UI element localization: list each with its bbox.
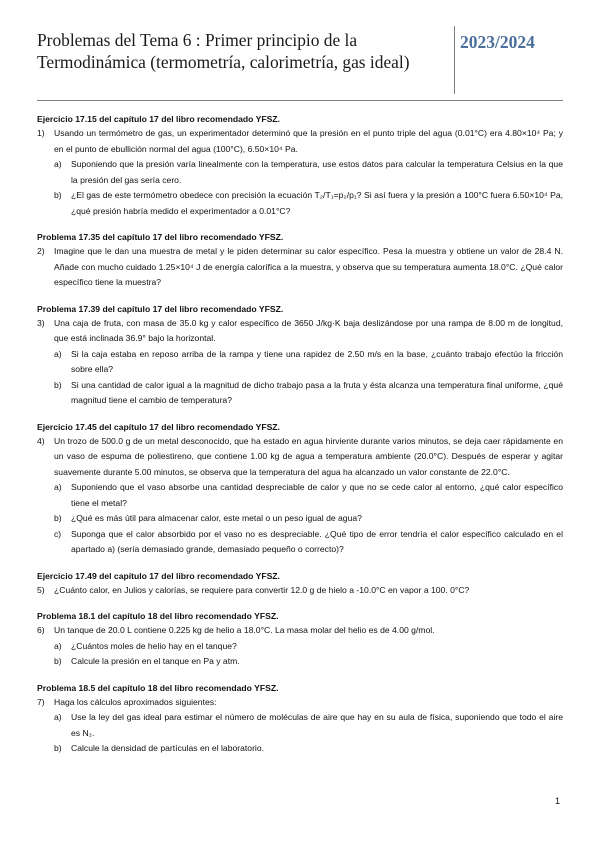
- sub-text: Use la ley del gas ideal para estimar el número de moléculas de aire que hay en su aula de física, suponiendo que todo el aire es N₂.: [71, 712, 563, 738]
- problem-text: Una caja de fruta, con masa de 35.0 kg y calor específico de 3650 J/kg·K baja deslizándose por una rampa de 8.00 m de longitud, que está inclinada 36.9° bajo la horizontal.: [54, 317, 563, 343]
- problem-item: [37, 583, 563, 599]
- sub-letter: c): [54, 528, 62, 539]
- academic-year: 2023/2024: [460, 32, 535, 52]
- problem-number: 5): [37, 584, 45, 595]
- sub-letter: b): [54, 190, 62, 200]
- problem-number: 3): [37, 317, 45, 328]
- page-number: 1: [555, 796, 561, 806]
- section-heading: Problema 17.35 del capítulo 17 del libro recomendado YFSZ.: [37, 232, 284, 242]
- sub-text: Suponiendo que el vaso absorbe una cantidad despreciable de calor y que no se cede calor al entorno, ¿qué calor específico tiene el metal?: [71, 482, 563, 508]
- sub-text: Si una cantidad de calor igual a la magnitud de dicho trabajo pasa a la fruta y ésta alcanza una temperatura final uniforme, ¿qué magnitud tiene el cambio de temperatura?: [71, 379, 563, 405]
- sub-letter: a): [54, 482, 62, 492]
- sub-letter: a): [54, 348, 62, 359]
- sub-question: [37, 511, 563, 527]
- sub-question: [37, 378, 563, 409]
- problem-item: [37, 126, 563, 157]
- problem-text: Haga los cálculos aproximados siguientes:: [54, 696, 217, 707]
- section-heading: Ejercicio 17.45 del capítulo 17 del libro recomendado YFSZ.: [37, 421, 280, 432]
- sub-question: [37, 710, 563, 741]
- problem-list: [37, 113, 563, 757]
- section-heading: Ejercicio 17.49 del capítulo 17 del libro recomendado YFSZ.: [37, 570, 280, 581]
- problem-item: [37, 244, 563, 291]
- problem-item: [37, 316, 563, 347]
- problem-number: 6): [37, 625, 45, 635]
- problem-text: ¿Cuánto calor, en Julios y calorías, se requiere para convertir 12.0 g de hielo a -10.0°C en vapor a 100. 0°C?: [54, 584, 470, 595]
- sub-text: ¿Cuántos moles de helio hay en el tanque?: [71, 640, 237, 651]
- section-heading: Ejercicio 17.15 del capítulo 17 del libro recomendado YFSZ.: [37, 114, 280, 124]
- sub-letter: b): [54, 656, 62, 666]
- sub-question: [37, 157, 563, 188]
- sub-letter: b): [54, 513, 62, 523]
- problem-number: 2): [37, 246, 45, 256]
- document-header: [37, 30, 563, 98]
- problem-item: [37, 434, 563, 481]
- header-horizontal-divider: [37, 100, 563, 101]
- section-heading: Problema 18.5 del capítulo 18 del libro recomendado YFSZ.: [37, 682, 279, 693]
- problem-text: Usando un termómetro de gas, un experimentador determinó que la presión en el punto triple del agua (0.01°C) era 4.80×10⁴ Pa; y en el punto de ebullición normal del agua (100°C), 6.50×10⁴ Pa.: [54, 128, 563, 154]
- sub-text: Calcule la densidad de partículas en el laboratorio.: [71, 743, 265, 753]
- problem-text: Un tanque de 20.0 L contiene 0.225 kg de helio a 18.0°C. La masa molar del helio es de 4.00 g/mol.: [54, 625, 435, 635]
- sub-text: ¿El gas de este termómetro obedece con precisión la ecuación T₂/T₁=p₂/p₁? Si así fuera y la presión a 100°C fuera 6.50×10⁴ Pa, ¿qué presión habría medido el experimentador a 0.01°C?: [71, 190, 563, 216]
- sub-question: [37, 741, 563, 757]
- sub-letter: a): [54, 712, 62, 722]
- sub-question: [37, 654, 563, 670]
- sub-question: [37, 188, 563, 219]
- header-vertical-divider: [454, 26, 455, 94]
- sub-text: ¿Qué es más útil para almacenar calor, este metal o un peso igual de agua?: [71, 513, 362, 523]
- sub-text: Suponga que el calor absorbido por el vaso no es despreciable. ¿Qué tipo de error tendría el calor específico calculado en el apartado a) (sería demasiado grande, demasiado pequeño o correcto)?: [71, 528, 563, 554]
- sub-question: [37, 347, 563, 378]
- problem-item: [37, 695, 563, 711]
- section-heading: Problema 18.1 del capítulo 18 del libro recomendado YFSZ.: [37, 611, 279, 621]
- sub-question: [37, 639, 563, 655]
- problem-number: 7): [37, 696, 45, 707]
- sub-text: Suponiendo que la presión varía linealmente con la temperatura, use estos datos para calcular la temperatura Celsius en la que la presión del gas sería cero.: [71, 159, 563, 185]
- problem-item: [37, 623, 563, 639]
- problem-text: Imagine que le dan una muestra de metal y le piden determinar su calor específico. Pesa la muestra y obtiene un valor de 28.4 N. Añade con mucho cuidado 1.25×10⁴ J de energía calorífica a la muestra, y observa que su temperatura aumenta 18.0°C. ¿Qué calor específico tiene la muestra?: [54, 246, 563, 287]
- problem-number: 1): [37, 128, 45, 138]
- sub-text: Si la caja estaba en reposo arriba de la rampa y tiene una rapidez de 2.50 m/s en la base, ¿cuánto trabajo efectúo la fricción sobre ella?: [71, 348, 563, 374]
- problem-number: 4): [37, 435, 45, 446]
- sub-letter: a): [54, 640, 62, 651]
- section-heading: Problema 17.39 del capítulo 17 del libro recomendado YFSZ.: [37, 303, 284, 314]
- problem-text: Un trozo de 500.0 g de un metal desconocido, que ha estado en agua hirviente durante varios minutos, se deja caer rápidamente en un vaso de espuma de poliestireno, que contiene 1.00 kg de agua a temperatura ambiente (20.0°C). Después de esperar y agitar suavemente durante 5.00 minutos, se observa que la temperatura del agua ha alcanzado un valor constante de 22.0°C.: [54, 435, 563, 477]
- sub-question: [37, 527, 563, 558]
- sub-text: Calcule la presión en el tanque en Pa y atm.: [71, 656, 240, 666]
- sub-letter: a): [54, 159, 62, 169]
- document-title: Problemas del Tema 6 : Primer principio de la Termodinámica (termometría, calorimetría, gas ideal): [37, 30, 410, 72]
- sub-question: [37, 480, 563, 511]
- sub-letter: b): [54, 743, 62, 753]
- sub-letter: b): [54, 379, 62, 390]
